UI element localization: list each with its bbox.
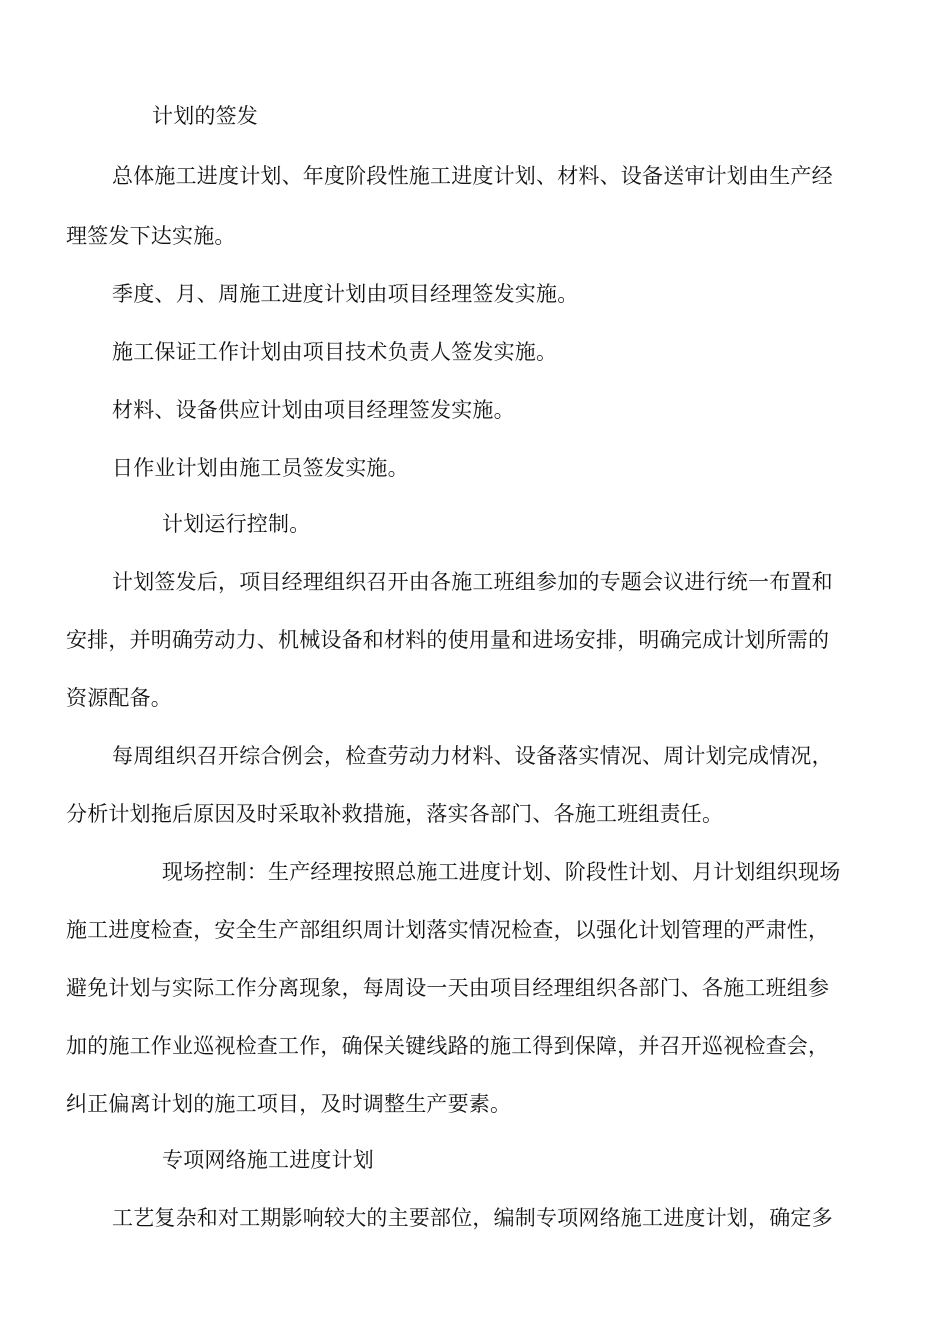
paragraph-line: 安排，并明确劳动力、机械设备和材料的使用量和进场安排，明确完成计划所需的 xyxy=(66,628,830,652)
paragraph-line: 理签发下达实施。 xyxy=(66,224,236,248)
paragraph-line: 总体施工进度计划、年度阶段性施工进度计划、材料、设备送审计划由生产经 xyxy=(112,164,833,188)
paragraph-line: 资源配备。 xyxy=(66,686,172,710)
paragraph-line: 现场控制：生产经理按照总施工进度计划、阶段性计划、月计划组织现场 xyxy=(162,860,841,884)
paragraph-line: 施工进度检查，安全生产部组织周计划落实情况检查，以强化计划管理的严肃性， xyxy=(66,918,830,942)
paragraph-line: 纠正偏离计划的施工项目，及时调整生产要素。 xyxy=(66,1092,512,1116)
paragraph-line: 避免计划与实际工作分离现象，每周设一天由项目经理组织各部门、各施工班组参 xyxy=(66,976,830,1000)
section-heading: 计划的签发 xyxy=(152,104,258,128)
paragraph-line: 日作业计划由施工员签发实施。 xyxy=(112,456,409,480)
paragraph-line: 材料、设备供应计划由项目经理签发实施。 xyxy=(112,398,515,422)
paragraph-line: 施工保证工作计划由项目技术负责人签发实施。 xyxy=(112,340,558,364)
section-heading: 计划运行控制。 xyxy=(162,512,311,536)
section-heading: 专项网络施工进度计划 xyxy=(162,1148,374,1172)
paragraph-line: 加的施工作业巡视检查工作，确保关键线路的施工得到保障，并召开巡视检查会， xyxy=(66,1034,830,1058)
paragraph-line: 计划签发后，项目经理组织召开由各施工班组参加的专题会议进行统一布置和 xyxy=(112,570,833,594)
paragraph-line: 工艺复杂和对工期影响较大的主要部位，编制专项网络施工进度计划，确定多 xyxy=(112,1206,833,1230)
paragraph-line: 分析计划拖后原因及时采取补救措施，落实各部门、各施工班组责任。 xyxy=(66,802,724,826)
paragraph-line: 季度、月、周施工进度计划由项目经理签发实施。 xyxy=(112,282,579,306)
paragraph-line: 每周组织召开综合例会，检查劳动力材料、设备落实情况、周计划完成情况， xyxy=(112,744,833,768)
